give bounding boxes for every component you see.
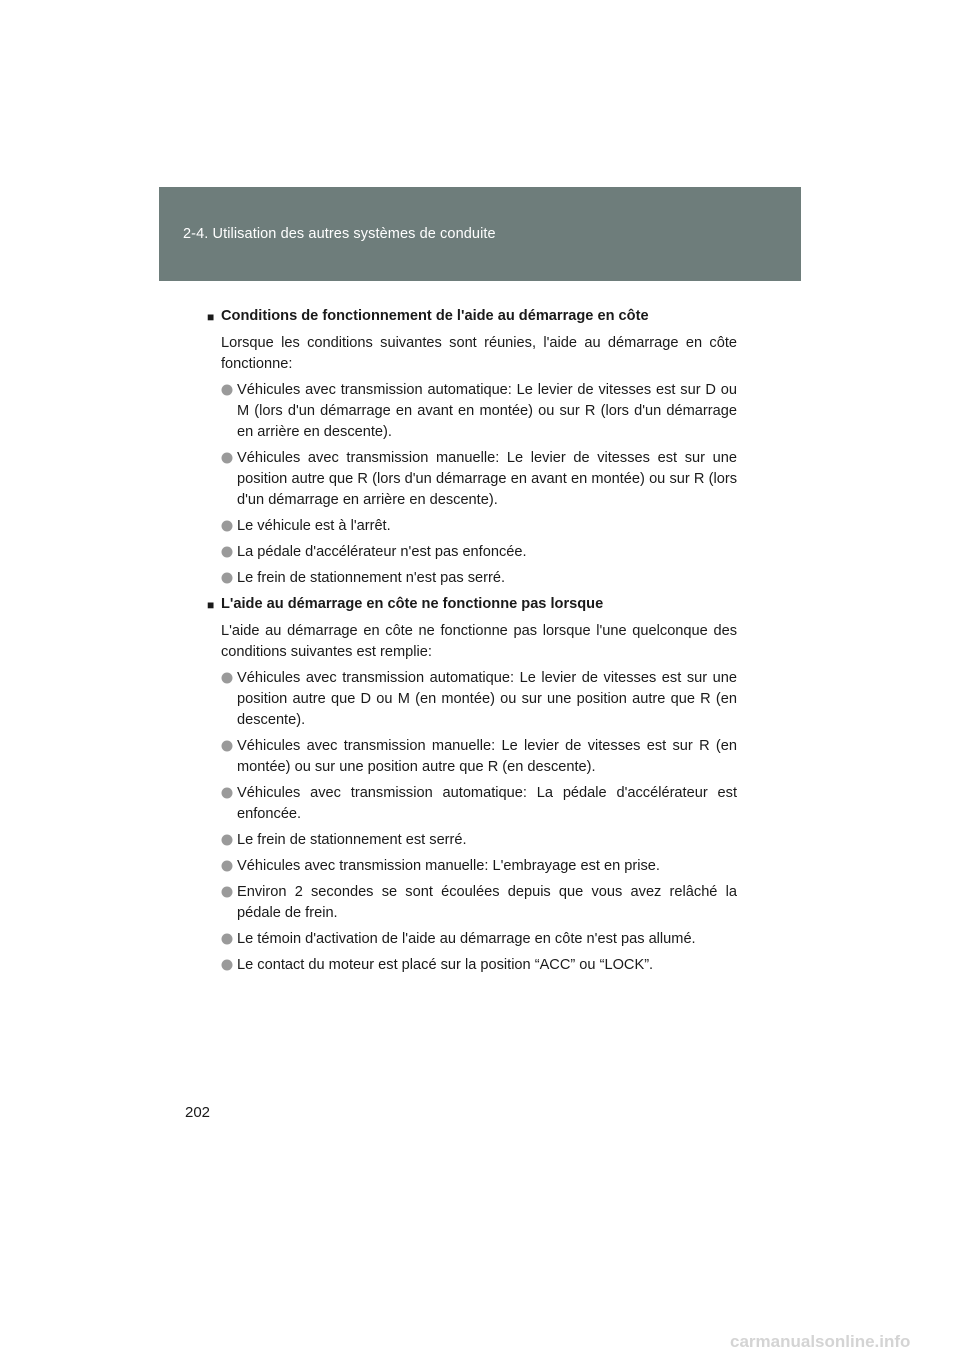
list-item: Le témoin d'activation de l'aide au démarrage en côte n'est pas allumé. [207, 929, 737, 950]
watermark-logo [728, 1328, 948, 1354]
section-heading: ■ L'aide au démarrage en côte ne fonctionne pas lorsque [207, 594, 737, 616]
section-heading: ■ Conditions de fonctionnement de l'aide au démarrage en côte [207, 306, 737, 328]
list-item: Véhicules avec transmission manuelle: L'embrayage est en prise. [207, 856, 737, 877]
list-item: Le frein de stationnement n'est pas serré. [207, 568, 737, 589]
svg-text:carmanualsonline.info: carmanualsonline.info [730, 1332, 911, 1351]
round-bullet-icon [221, 886, 233, 898]
list-item: Le frein de stationnement est serré. [207, 830, 737, 851]
round-bullet-icon [221, 452, 233, 464]
list-item: Le contact du moteur est placé sur la position “ACC” ou “LOCK”. [207, 955, 737, 976]
list-item: Environ 2 secondes se sont écoulées depuis que vous avez relâché la pédale de frein. [207, 882, 737, 924]
list-item: Le véhicule est à l'arrêt. [207, 516, 737, 537]
square-bullet-icon: ■ [207, 598, 215, 612]
section-intro: Lorsque les conditions suivantes sont réunies, l'aide au démarrage en côte fonctionne: [221, 335, 737, 372]
round-bullet-icon [221, 546, 233, 558]
list-item: Véhicules avec transmission automatique: La pédale d'accélérateur est enfoncée. [207, 783, 737, 825]
list-item: Véhicules avec transmission automatique: Le levier de vitesses est sur D ou M (lors d'un démarrage en avant en montée) ou sur R (lors d'un démarrage en arrière en descente). [207, 380, 737, 443]
round-bullet-icon [221, 740, 233, 752]
list-item: La pédale d'accélérateur n'est pas enfoncée. [207, 542, 737, 563]
round-bullet-icon [221, 787, 233, 799]
round-bullet-icon [221, 520, 233, 532]
section-intro: L'aide au démarrage en côte ne fonctionne pas lorsque l'une quelconque des conditions suivantes est remplie: [221, 623, 737, 660]
round-bullet-icon [221, 834, 233, 846]
round-bullet-icon [221, 860, 233, 872]
chapter-title: 2-4. Utilisation des autres systèmes de conduite [183, 226, 496, 242]
list-item: Véhicules avec transmission manuelle: Le levier de vitesses est sur R (en montée) ou sur une position autre que R (en descente). [207, 736, 737, 778]
round-bullet-icon [221, 572, 233, 584]
square-bullet-icon: ■ [207, 310, 215, 324]
round-bullet-icon [221, 384, 233, 396]
round-bullet-icon [221, 959, 233, 971]
page-content [207, 306, 737, 981]
round-bullet-icon [221, 933, 233, 945]
list-item: Véhicules avec transmission manuelle: Le levier de vitesses est sur une position autre que R (lors d'un démarrage en avant en montée) ou sur R (lors d'un démarrage en arrière en descente). [207, 448, 737, 511]
chapter-header-band [159, 187, 801, 281]
round-bullet-icon [221, 672, 233, 684]
page-number: 202 [185, 1104, 211, 1121]
list-item: Véhicules avec transmission automatique: Le levier de vitesses est sur une position autre que D ou M (en montée) ou sur une position autre que R (en descente). [207, 668, 737, 731]
